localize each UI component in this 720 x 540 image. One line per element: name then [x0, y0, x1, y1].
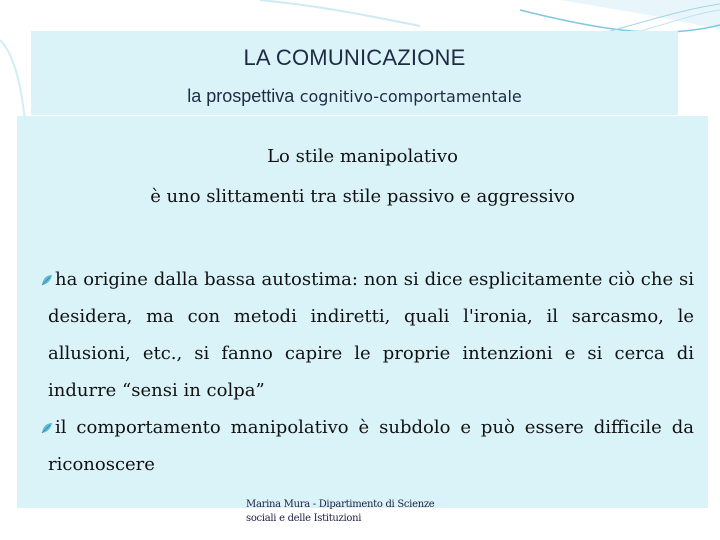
- slide-title: LA COMUNICAZIONE: [243, 45, 466, 70]
- leaf-bullet-icon: [41, 274, 53, 286]
- footer-line-1: Marina Mura - Dipartimento di Scienze: [246, 499, 435, 510]
- bullet-text: ha origine dalla bassa autostima: non si dice esplicitamente ciò che si desidera, ma con metodi indiretti, quali l'ironia, il sarcasmo, le allusioni, etc., si fanno capire le proprie intenzioni e si cerca di indurre “sensi in colpa”: [48, 269, 694, 401]
- leaf-bullet-icon: [41, 422, 53, 434]
- bullet-list: [41, 261, 694, 483]
- content-lead-text: è uno slittamenti tra stile passivo e aggressivo: [150, 186, 575, 207]
- bullet-item: [41, 261, 694, 409]
- content-heading: Lo stile manipolativo: [267, 146, 458, 167]
- slide-content-panel: [17, 116, 708, 508]
- bullet-item: [41, 409, 694, 483]
- footer-line-2: sociali e delle Istituzioni: [246, 513, 362, 524]
- slide-header-panel: [31, 31, 678, 115]
- slide-subtitle: [31, 86, 678, 107]
- bullet-text: il comportamento manipolativo è subdolo e può essere difficile da riconoscere: [48, 417, 694, 475]
- subtitle-part-1: la prospettiva: [187, 86, 295, 106]
- subtitle-part-2: cognitivo-comportamentale: [299, 87, 522, 106]
- slide-footer: [246, 498, 466, 526]
